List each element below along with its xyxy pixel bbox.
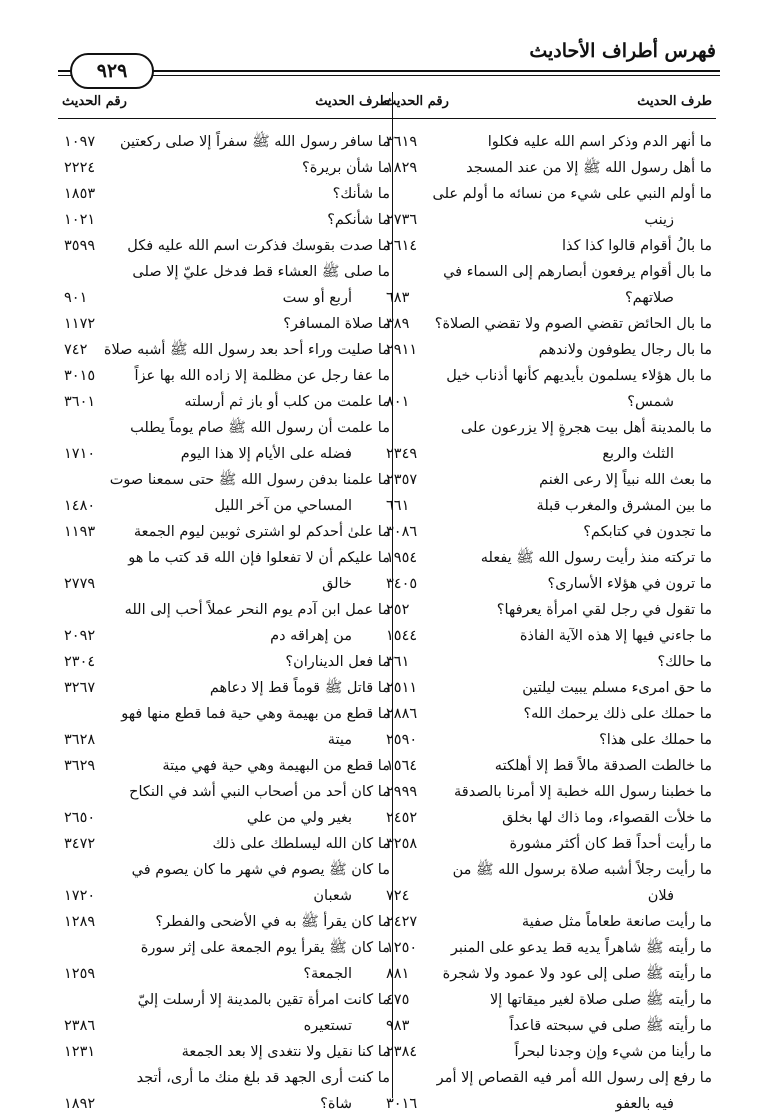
index-entry: [58, 961, 394, 987]
hadith-number: ٣٦١: [386, 654, 410, 670]
hadith-number: ١٠٢١: [64, 212, 96, 228]
index-entry: [380, 467, 716, 493]
hadith-text: ما رأيته ﷺ شاهراً يديه قط يدعو على المنبر: [450, 940, 712, 956]
index-entry: [58, 1091, 394, 1117]
index-entry: [380, 649, 716, 675]
hadith-number: ٢٢٢٤: [64, 160, 96, 176]
index-entry: [58, 415, 394, 441]
hadith-text: الجمعة؟: [303, 966, 352, 982]
index-entry: [58, 675, 394, 701]
hadith-text: ما شأنك؟: [332, 186, 390, 202]
column-header: [58, 92, 394, 119]
hadith-number: ١٩٥٤: [386, 550, 418, 566]
index-entry: [58, 779, 394, 805]
index-entry: [58, 805, 394, 831]
hadith-text: ما علمت من كلب أو باز ثم أرسلته: [184, 394, 390, 410]
header-hadith-text: طرف الحديث: [637, 94, 712, 109]
header-hadith-text: طرف الحديث: [315, 94, 390, 109]
index-entry: [380, 675, 716, 701]
hadith-text: المساحي من آخر الليل: [214, 498, 352, 514]
index-entry: [380, 155, 716, 181]
index-entry: [58, 623, 394, 649]
index-entry: [380, 207, 716, 233]
hadith-number: ١٢٥٩: [64, 966, 96, 982]
index-entry: [58, 597, 394, 623]
hadith-text: شاة؟: [320, 1096, 352, 1112]
hadith-text: ما فعل الديناران؟: [285, 654, 390, 670]
index-entry: [58, 493, 394, 519]
index-entry: [58, 649, 394, 675]
hadith-number: ٧٢٤: [386, 888, 410, 904]
hadith-number: ٢٨٨٦: [386, 706, 418, 722]
hadith-number: ٨٠١: [386, 394, 410, 410]
index-entry: [58, 337, 394, 363]
index-entry: [380, 519, 716, 545]
hadith-text: ما كانت امرأة تقين بالمدينة إلا أرسلت إليّ: [137, 992, 390, 1008]
index-entry: [58, 181, 394, 207]
hadith-text: ما عليكم أن لا تفعلوا فإن الله قد كتب ما هو: [128, 550, 390, 566]
hadith-text: ما كنت أرى الجهد قد بلغ منك ما أرى، أتجد: [136, 1070, 390, 1086]
hadith-text: ما أنهر الدم وذكر اسم الله عليه فكلوا: [487, 134, 712, 150]
index-entry: [380, 1091, 716, 1117]
index-entry: [380, 597, 716, 623]
index-entry: [58, 987, 394, 1013]
hadith-text: تستعيره: [303, 1018, 352, 1034]
index-entry: [58, 259, 394, 285]
hadith-number: ٣٠١٦: [386, 1096, 418, 1112]
hadith-number: ٢٣٨٦: [64, 1018, 96, 1034]
hadith-number: ٣٢٦٧: [64, 680, 96, 696]
index-entry: [380, 857, 716, 883]
index-entry: [380, 233, 716, 259]
hadith-text: ما قطع من البهيمة وهي حية فهي ميتة: [162, 758, 390, 774]
hadith-text: ما رأيته ﷺ صلى في سبحته قاعداً: [509, 1018, 712, 1034]
hadith-text: ما عفا رجل عن مظلمة إلا زاده الله بها عزاً: [134, 368, 390, 384]
hadith-text: ما كان ﷺ يقرأ يوم الجمعة على إثر سورة: [140, 940, 390, 956]
index-entry: [58, 935, 394, 961]
index-entry: [58, 545, 394, 571]
index-entry: [380, 337, 716, 363]
index-entry: [380, 831, 716, 857]
hadith-text: ما تركته منذ رأيت رسول الله ﷺ يفعله: [480, 550, 712, 566]
index-entry: [58, 129, 394, 155]
index-entry: [380, 987, 716, 1013]
index-entry: [380, 129, 716, 155]
hadith-text: ما صدت بقوسك فذكرت اسم الله عليه فكل: [127, 238, 390, 254]
hadith-text: ما حالك؟: [657, 654, 712, 670]
hadith-text: شمس؟: [627, 394, 674, 410]
hadith-text: ما بين المشرق والمغرب قبلة: [536, 498, 712, 514]
hadith-text: ما خالطت الصدقة مالاً قط إلا أهلكته: [494, 758, 712, 774]
hadith-text: ما كان ﷺ يصوم في شهر ما كان يصوم في: [131, 862, 390, 878]
hadith-number: ٢٣٨٤: [386, 1044, 418, 1060]
hadith-text: ما كان الله ليسلطك على ذلك: [212, 836, 390, 852]
hadith-number: ٢٧٧٩: [64, 576, 96, 592]
hadith-text: ما خطبنا رسول الله خطبة إلا أمرنا بالصدقة: [454, 784, 712, 800]
hadith-text: ما بال رجال يطوفون ولاندهم: [538, 342, 712, 358]
index-entry: [58, 1065, 394, 1091]
hadith-number: ٢٣٥٧: [386, 472, 418, 488]
hadith-number: ٣٠١٥: [64, 368, 96, 384]
hadith-number: ٧٤٢: [64, 342, 88, 358]
hadith-text: ما بالُ أقوام قالوا كذا كذا: [561, 238, 712, 254]
hadith-number: ٣٠٨٦: [386, 524, 418, 540]
page-title: فهرس أطراف الأحاديث: [529, 40, 716, 62]
index-entry: [380, 701, 716, 727]
index-entry: [380, 909, 716, 935]
hadith-text: ما رأينا من شيء وإن وجدنا لبحراً: [514, 1044, 712, 1060]
hadith-text: ما بعث الله نبياً إلا رعى الغنم: [539, 472, 712, 488]
header-rule: [58, 70, 720, 72]
hadith-text: ما شأنكم؟: [327, 212, 390, 228]
hadith-text: ما علمت أن رسول الله ﷺ صام يوماً يطلب: [130, 420, 390, 436]
hadith-text: ما شأن بريرة؟: [302, 160, 390, 176]
hadith-text: زينب: [644, 212, 674, 228]
hadith-number: ٩٠١: [64, 290, 88, 306]
index-entry: [380, 571, 716, 597]
hadith-text: ما صلى ﷺ العشاء قط فدخل عليّ إلا صلى: [132, 264, 390, 280]
hadith-number: ٣٤٠٥: [386, 576, 418, 592]
hadith-text: ما رأيته ﷺ صلى صلاة لغير ميقاتها إلا: [489, 992, 712, 1008]
index-entry: [380, 1065, 716, 1091]
index-entry: [58, 831, 394, 857]
index-entry: [58, 311, 394, 337]
index-entry: [380, 727, 716, 753]
hadith-number: ١٢٨٩: [64, 914, 96, 930]
index-entry: [58, 1039, 394, 1065]
hadith-text: الثلث والربع: [602, 446, 674, 462]
index-entry: [380, 779, 716, 805]
hadith-number: ٢٥٢: [386, 602, 410, 618]
hadith-text: ما رأيت رجلاً أشبه صلاة برسول الله ﷺ من: [452, 862, 712, 878]
index-entry: [58, 233, 394, 259]
hadith-text: فلان: [647, 888, 674, 904]
hadith-number: ٩٨٣: [386, 1018, 410, 1034]
hadith-number: ٦٦١: [386, 498, 410, 514]
index-entry: [58, 571, 394, 597]
hadith-text: ما عمل ابن آدم يوم النحر عملاً أحب إلى الله: [124, 602, 390, 618]
index-entry: [380, 259, 716, 285]
hadith-text: ما بالمدينة أهل بيت هجرةٍ إلا يزرعون على: [460, 420, 712, 436]
index-entry: [380, 493, 716, 519]
hadith-number: ٢٣٤٩: [386, 446, 418, 462]
hadith-text: ما كان يقرأ ﷺ به في الأضحى والفطر؟: [155, 914, 390, 930]
index-entry: [380, 311, 716, 337]
hadith-number: ١٥٦٤: [386, 758, 418, 774]
hadith-number: ٢٣٠٤: [64, 654, 96, 670]
page-number: ٩٢٩: [70, 53, 154, 89]
hadith-number: ١٥٤٤: [386, 628, 418, 644]
hadith-number: ٣٨٩: [386, 316, 410, 332]
index-entry: [380, 181, 716, 207]
hadith-number: ٣٦٠١: [64, 394, 96, 410]
hadith-text: ما بال أقوام يرفعون أبصارهم إلى السماء في: [443, 264, 712, 280]
hadith-text: صلاتهم؟: [624, 290, 674, 306]
hadith-text: فضله على الأيام إلا هذا اليوم: [180, 446, 352, 462]
index-entry: [58, 1013, 394, 1039]
hadith-number: ١٠٩٧: [64, 134, 96, 150]
index-entry: [58, 467, 394, 493]
hadith-number: ٣٦١٩: [386, 134, 418, 150]
hadith-text: ما قاتل ﷺ قوماً قط إلا دعاهم: [209, 680, 390, 696]
index-entry: [380, 1039, 716, 1065]
hadith-text: من إهراقه دم: [270, 628, 352, 644]
hadith-number: ٢٥١١: [386, 680, 418, 696]
hadith-text: ما بال الحائض تقضي الصوم ولا تقضي الصلاة؟: [434, 316, 712, 332]
hadith-number: ٢٧٣٦: [386, 212, 418, 228]
index-entry: [380, 389, 716, 415]
hadith-text: فيه بالعفو: [615, 1096, 674, 1112]
index-entry: [58, 155, 394, 181]
hadith-number: ٢٤٢٧: [386, 914, 418, 930]
hadith-text: ما رأيت صانعة طعاماً مثل صفية: [521, 914, 712, 930]
hadith-number: ٢٩١١: [386, 342, 418, 358]
hadith-number: ٨٨١: [386, 966, 410, 982]
hadith-text: ما رأيته ﷺ صلى إلى عود ولا عمود ولا شجرة: [442, 966, 712, 982]
hadith-number: ٢٦١٤: [386, 238, 418, 254]
hadith-text: ما علىٰ أحدكم لو اشترى ثوبين ليوم الجمعة: [133, 524, 390, 540]
index-entry: [380, 545, 716, 571]
hadith-text: ميتة: [327, 732, 352, 748]
hadith-text: ما حملك على ذلك يرحمك الله؟: [523, 706, 712, 722]
hadith-text: ما حق امرىء مسلم يبيت ليلتين: [522, 680, 712, 696]
index-entry: [58, 363, 394, 389]
hadith-text: ما رفع إلى رسول الله أمر فيه القصاص إلا أمر: [436, 1070, 712, 1086]
hadith-number: ٣٦٢٨: [64, 732, 96, 748]
hadith-number: ١٢٥٠: [386, 940, 418, 956]
index-entry: [380, 1013, 716, 1039]
hadith-text: ما علمنا بدفن رسول الله ﷺ حتى سمعنا صوت: [109, 472, 390, 488]
index-entry: [380, 363, 716, 389]
hadith-text: ما صلاة المسافر؟: [283, 316, 390, 332]
hadith-text: ما أولم النبي على شيء من نسائه ما أولم على: [432, 186, 712, 202]
hadith-number: ١١٧٢: [64, 316, 96, 332]
hadith-text: ما رأيت أحداً قط كان أكثر مشورة: [509, 836, 712, 852]
index-entry: [58, 727, 394, 753]
hadith-text: خالق: [322, 576, 352, 592]
hadith-number: ٢٩٩٩: [386, 784, 418, 800]
index-entry: [380, 805, 716, 831]
header-rule-thin: [58, 75, 720, 76]
index-entry: [380, 415, 716, 441]
hadith-text: ما قطع من بهيمة وهي حية فما قطع منها فهو: [121, 706, 390, 722]
hadith-number: ١٨٩٢: [64, 1096, 96, 1112]
hadith-text: أربع أو ست: [282, 290, 352, 306]
header-hadith-number: رقم الحديث: [62, 94, 127, 109]
hadith-number: ١٨٥٣: [64, 186, 96, 202]
hadith-text: ما جاءني فيها إلا هذه الآية الفاذة: [519, 628, 712, 644]
hadith-text: ما خلأت القصواء، وما ذاك لها بخلق: [502, 810, 712, 826]
hadith-number: ٣٢٥٨: [386, 836, 418, 852]
index-entry: [380, 883, 716, 909]
index-entry: [58, 701, 394, 727]
hadith-number: ١١٩٣: [64, 524, 96, 540]
hadith-number: ٢٤٥٢: [386, 810, 418, 826]
hadith-number: ٣٥٩٩: [64, 238, 96, 254]
hadith-number: ١٨٢٩: [386, 160, 418, 176]
index-entry: [380, 285, 716, 311]
hadith-text: ما ترون في هؤلاء الأسارى؟: [547, 576, 712, 592]
hadith-text: ما تقول في رجل لقي امرأة يعرفها؟: [496, 602, 712, 618]
hadith-number: ٤٧٥: [386, 992, 410, 1008]
index-entry: [58, 441, 394, 467]
entry-list: [58, 129, 394, 1117]
header-hadith-number: رقم الحديث: [384, 94, 449, 109]
entry-list: [380, 129, 716, 1117]
hadith-number: ٢٦٥٠: [64, 810, 96, 826]
index-entry: [58, 207, 394, 233]
hadith-text: بغير ولي من علي: [246, 810, 352, 826]
hadith-text: ما سافر رسول الله ﷺ سفراً إلا صلى ركعتين: [120, 134, 390, 150]
hadith-text: ما صليت وراء أحد بعد رسول الله ﷺ أشبه صلاة: [103, 342, 390, 358]
column-header: [380, 92, 716, 119]
index-entry: [58, 285, 394, 311]
hadith-number: ٢٠٩٢: [64, 628, 96, 644]
hadith-text: ما أهل رسول الله ﷺ إلا من عند المسجد: [466, 160, 712, 176]
hadith-number: ١٤٨٠: [64, 498, 96, 514]
left-column: [58, 92, 394, 1117]
hadith-number: ١٢٣١: [64, 1044, 96, 1060]
hadith-number: ٦٨٣: [386, 290, 410, 306]
index-entry: [58, 857, 394, 883]
index-entry: [380, 441, 716, 467]
hadith-text: ما كان أحد من أصحاب النبي أشد في النكاح: [129, 784, 390, 800]
index-entry: [58, 883, 394, 909]
index-entry: [58, 389, 394, 415]
hadith-number: ٢٥٩٠: [386, 732, 418, 748]
hadith-text: ما بال هؤلاء يسلمون بأيديهم كأنها أذناب خيل: [446, 368, 712, 384]
right-column: [380, 92, 716, 1117]
hadith-text: ما حملك على هذا؟: [599, 732, 712, 748]
hadith-text: شعبان: [313, 888, 352, 904]
index-entry: [380, 961, 716, 987]
index-entry: [58, 909, 394, 935]
hadith-number: ٣٦٢٩: [64, 758, 96, 774]
hadith-number: ١٧٢٠: [64, 888, 96, 904]
hadith-text: ما كنا نقيل ولا نتغدى إلا بعد الجمعة: [181, 1044, 390, 1060]
index-entry: [380, 753, 716, 779]
hadith-number: ١٧١٠: [64, 446, 96, 462]
hadith-text: ما تجدون في كتابكم؟: [583, 524, 712, 540]
index-entry: [380, 935, 716, 961]
index-entry: [58, 753, 394, 779]
hadith-number: ٣٤٧٢: [64, 836, 96, 852]
index-entry: [380, 623, 716, 649]
index-entry: [58, 519, 394, 545]
